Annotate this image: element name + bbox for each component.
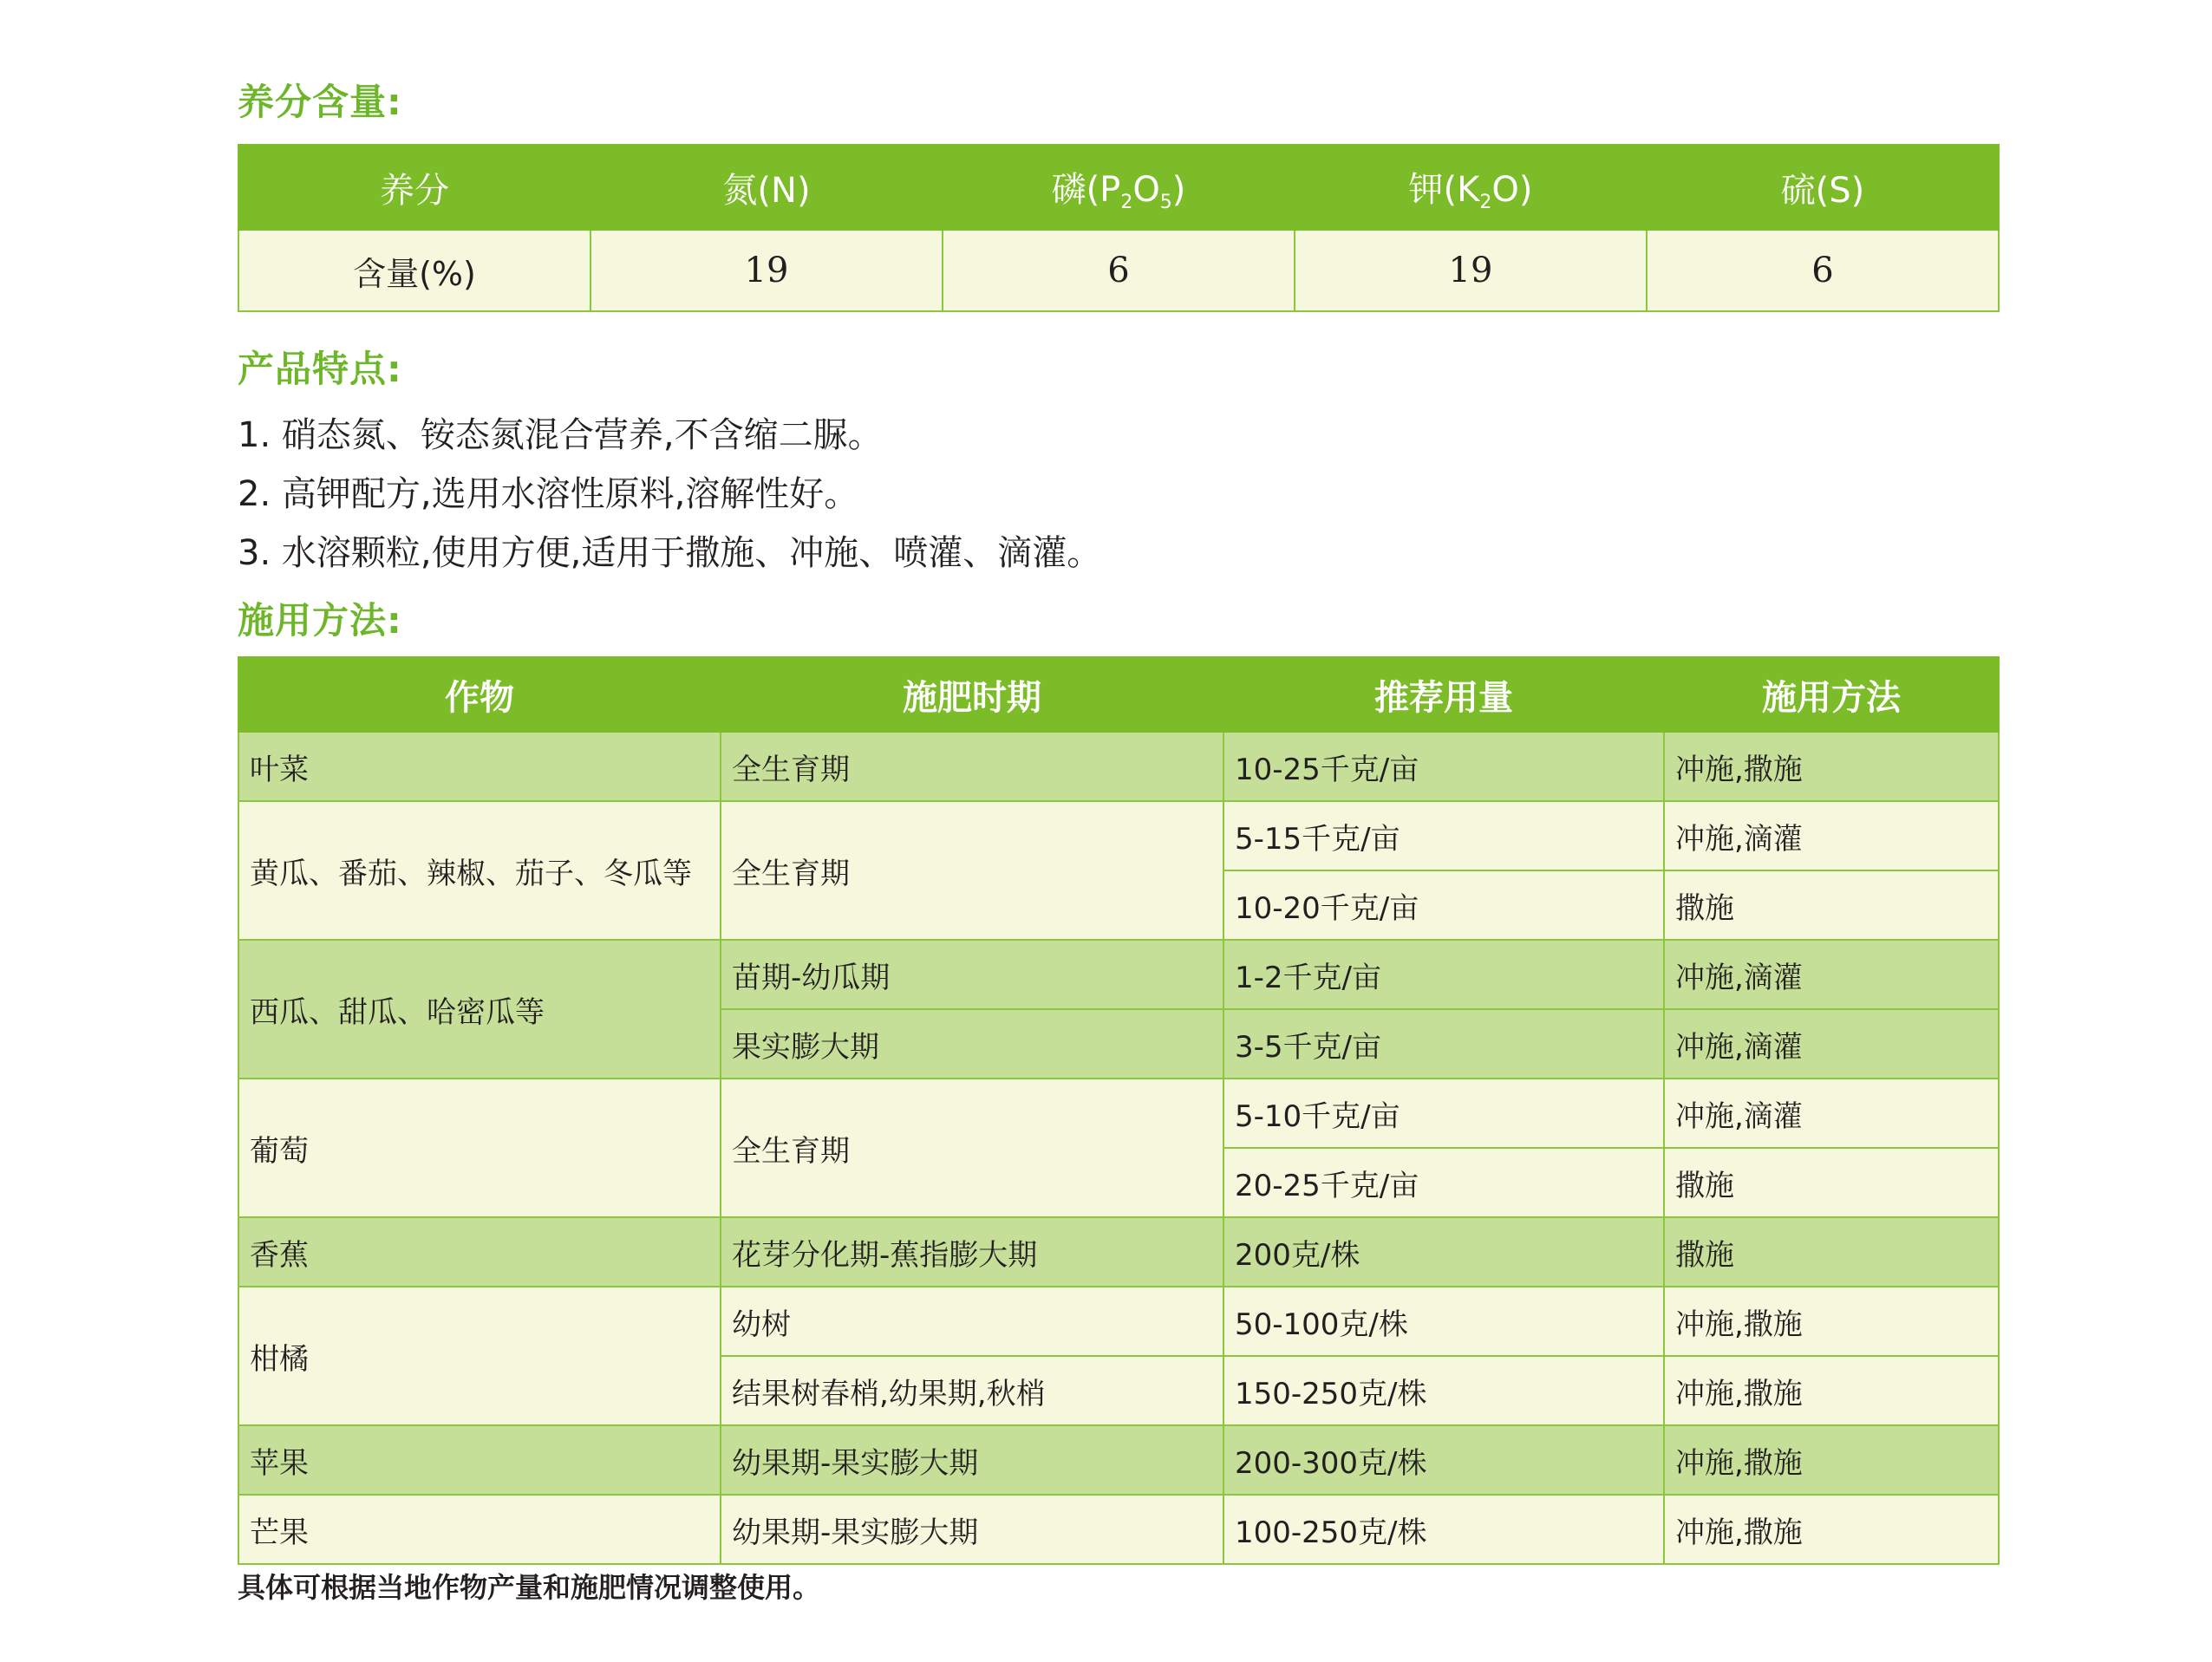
header-sulfur: 硫(S) [1647, 145, 1999, 230]
period-cell: 果实膨大期 [721, 1009, 1223, 1079]
period-cell: 幼树 [721, 1287, 1223, 1356]
period-cell: 苗期-幼瓜期 [721, 940, 1223, 1009]
dosage-cell: 5-15千克/亩 [1223, 801, 1664, 870]
dosage-cell: 10-20千克/亩 [1223, 870, 1664, 940]
dosage-cell: 200-300克/株 [1223, 1425, 1664, 1495]
nutrient-header-row [238, 145, 1999, 230]
dosage-cell: 50-100克/株 [1223, 1287, 1664, 1356]
method-cell: 冲施,撒施 [1664, 1495, 1999, 1564]
header-crop: 作物 [238, 657, 721, 732]
phosphorus-subscript-2: 2 [1120, 191, 1133, 213]
method-cell: 撒施 [1664, 870, 1999, 940]
usage-table [238, 656, 2000, 1565]
phosphorus-close: ) [1171, 169, 1186, 210]
usage-header-row [238, 657, 1999, 732]
footnote: 具体可根据当地作物产量和施肥情况调整使用。 [238, 1571, 821, 1604]
crop-cell: 柑橘 [238, 1287, 721, 1425]
crop-cell: 西瓜、甜瓜、哈密瓜等 [238, 940, 721, 1079]
phosphorus-oxygen: O [1132, 169, 1160, 210]
period-cell: 结果树春梢,幼果期,秋梢 [721, 1356, 1223, 1425]
dosage-cell: 10-25千克/亩 [1223, 732, 1664, 801]
content-label: 含量(%) [238, 230, 591, 311]
crop-cell: 苹果 [238, 1425, 721, 1495]
method-cell: 冲施,撒施 [1664, 1287, 1999, 1356]
period-cell: 全生育期 [721, 1079, 1223, 1217]
features-list [238, 406, 1101, 583]
crop-cell: 芒果 [238, 1495, 721, 1564]
table-row [238, 1079, 1999, 1148]
method-cell: 冲施,滴灌 [1664, 1079, 1999, 1148]
table-row [238, 801, 1999, 870]
header-period: 施肥时期 [721, 657, 1223, 732]
phosphorus-subscript-5: 5 [1159, 191, 1172, 213]
period-cell: 幼果期-果实膨大期 [721, 1495, 1223, 1564]
crop-cell: 黄瓜、番茄、辣椒、茄子、冬瓜等 [238, 801, 721, 940]
phosphorus-value: 6 [943, 230, 1295, 311]
nutrient-section-title: 养分含量: [238, 81, 402, 123]
method-cell: 冲施,撒施 [1664, 1425, 1999, 1495]
table-row [238, 940, 1999, 1009]
method-cell: 冲施,撒施 [1664, 1356, 1999, 1425]
sulfur-value: 6 [1647, 230, 1999, 311]
dosage-cell: 1-2千克/亩 [1223, 940, 1664, 1009]
crop-cell: 香蕉 [238, 1217, 721, 1287]
table-row [238, 732, 1999, 801]
feature-item: 1. 硝态氮、铵态氮混合营养,不含缩二脲。 [238, 415, 883, 455]
table-row [238, 1425, 1999, 1495]
crop-cell: 葡萄 [238, 1079, 721, 1217]
dosage-cell: 100-250克/株 [1223, 1495, 1664, 1564]
dosage-cell: 20-25千克/亩 [1223, 1148, 1664, 1217]
potassium-value: 19 [1295, 230, 1647, 311]
period-cell: 全生育期 [721, 801, 1223, 940]
method-cell: 撒施 [1664, 1217, 1999, 1287]
table-row [238, 1495, 1999, 1564]
method-cell: 冲施,滴灌 [1664, 940, 1999, 1009]
dosage-cell: 200克/株 [1223, 1217, 1664, 1287]
features-section-title: 产品特点: [238, 348, 402, 390]
crop-cell: 叶菜 [238, 732, 721, 801]
dosage-cell: 150-250克/株 [1223, 1356, 1664, 1425]
method-cell: 冲施,滴灌 [1664, 1009, 1999, 1079]
method-cell: 冲施,撒施 [1664, 732, 1999, 801]
potassium-label: 钾(K [1408, 169, 1480, 210]
header-dosage: 推荐用量 [1223, 657, 1664, 732]
header-nutrient: 养分 [238, 145, 591, 230]
potassium-subscript-2: 2 [1479, 191, 1492, 213]
header-nitrogen: 氮(N) [591, 145, 943, 230]
header-phosphorus [943, 145, 1295, 230]
method-cell: 冲施,滴灌 [1664, 801, 1999, 870]
feature-item: 2. 高钾配方,选用水溶性原料,溶解性好。 [238, 474, 859, 514]
table-row [238, 1217, 1999, 1287]
nutrient-content-row [238, 230, 1999, 311]
usage-section-title: 施用方法: [238, 599, 402, 642]
table-row [238, 1287, 1999, 1356]
phosphorus-label: 磷(P [1051, 169, 1121, 210]
period-cell: 全生育期 [721, 732, 1223, 801]
usage-table-body [238, 732, 1999, 1564]
potassium-close: O) [1491, 169, 1533, 210]
period-cell: 花芽分化期-蕉指膨大期 [721, 1217, 1223, 1287]
dosage-cell: 5-10千克/亩 [1223, 1079, 1664, 1148]
header-method: 施用方法 [1664, 657, 1999, 732]
nitrogen-value: 19 [591, 230, 943, 311]
header-potassium [1295, 145, 1647, 230]
nutrient-table [238, 144, 2000, 312]
period-cell: 幼果期-果实膨大期 [721, 1425, 1223, 1495]
dosage-cell: 3-5千克/亩 [1223, 1009, 1664, 1079]
method-cell: 撒施 [1664, 1148, 1999, 1217]
feature-item: 3. 水溶颗粒,使用方便,适用于撒施、冲施、喷灌、滴灌。 [238, 533, 1102, 573]
